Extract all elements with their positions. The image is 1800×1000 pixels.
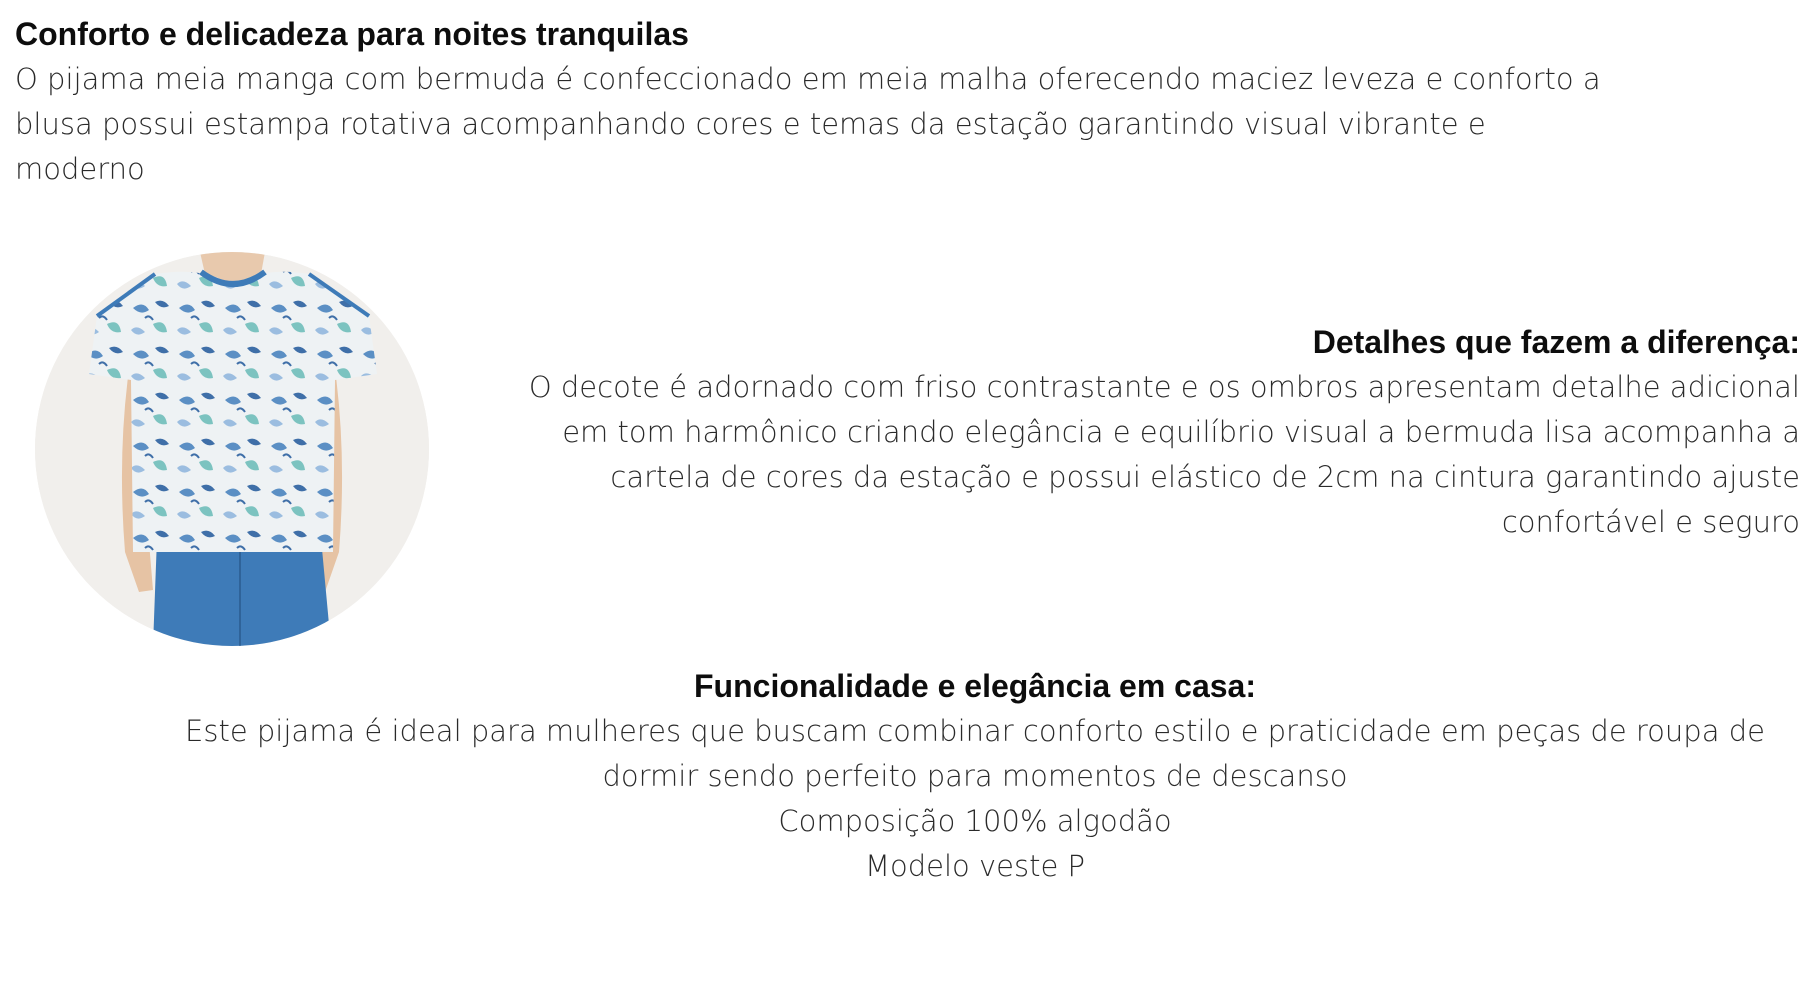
details-line: em tom harmônico criando elegância e equilíbrio visual a bermuda lisa acompanha a (562, 415, 1800, 449)
function-title: Funcionalidade e elegância em casa: (694, 668, 1256, 704)
pajama-model-illustration (35, 252, 429, 646)
intro-line: moderno (15, 152, 145, 186)
intro-section (15, 12, 1675, 192)
details-title: Detalhes que fazem a diferença: (1312, 324, 1800, 360)
details-line: confortável e seguro (1501, 505, 1800, 539)
function-section (130, 664, 1800, 889)
product-photo (35, 252, 429, 646)
details-line: O decote é adornado com friso contrastante e os ombros apresentam detalhe adicional (528, 370, 1800, 404)
function-line: dormir sendo perfeito para momentos de descanso (602, 759, 1348, 793)
details-section (480, 320, 1800, 545)
intro-line: blusa possui estampa rotativa acompanhando cores e temas da estação garantindo visual vibrante e (15, 107, 1486, 141)
intro-title: Conforto e delicadeza para noites tranquilas (15, 16, 689, 52)
details-line: cartela de cores da estação e possui elástico de 2cm na cintura garantindo ajuste (610, 460, 1800, 494)
model-size-text: Modelo veste P (864, 849, 1086, 883)
composition-text: Composição 100% algodão (778, 804, 1172, 838)
function-line: Este pijama é ideal para mulheres que buscam combinar conforto estilo e praticidade em peças de roupa de (185, 714, 1765, 748)
intro-line: O pijama meia manga com bermuda é confeccionado em meia malha oferecendo maciez leveza e conforto a (15, 62, 1601, 96)
